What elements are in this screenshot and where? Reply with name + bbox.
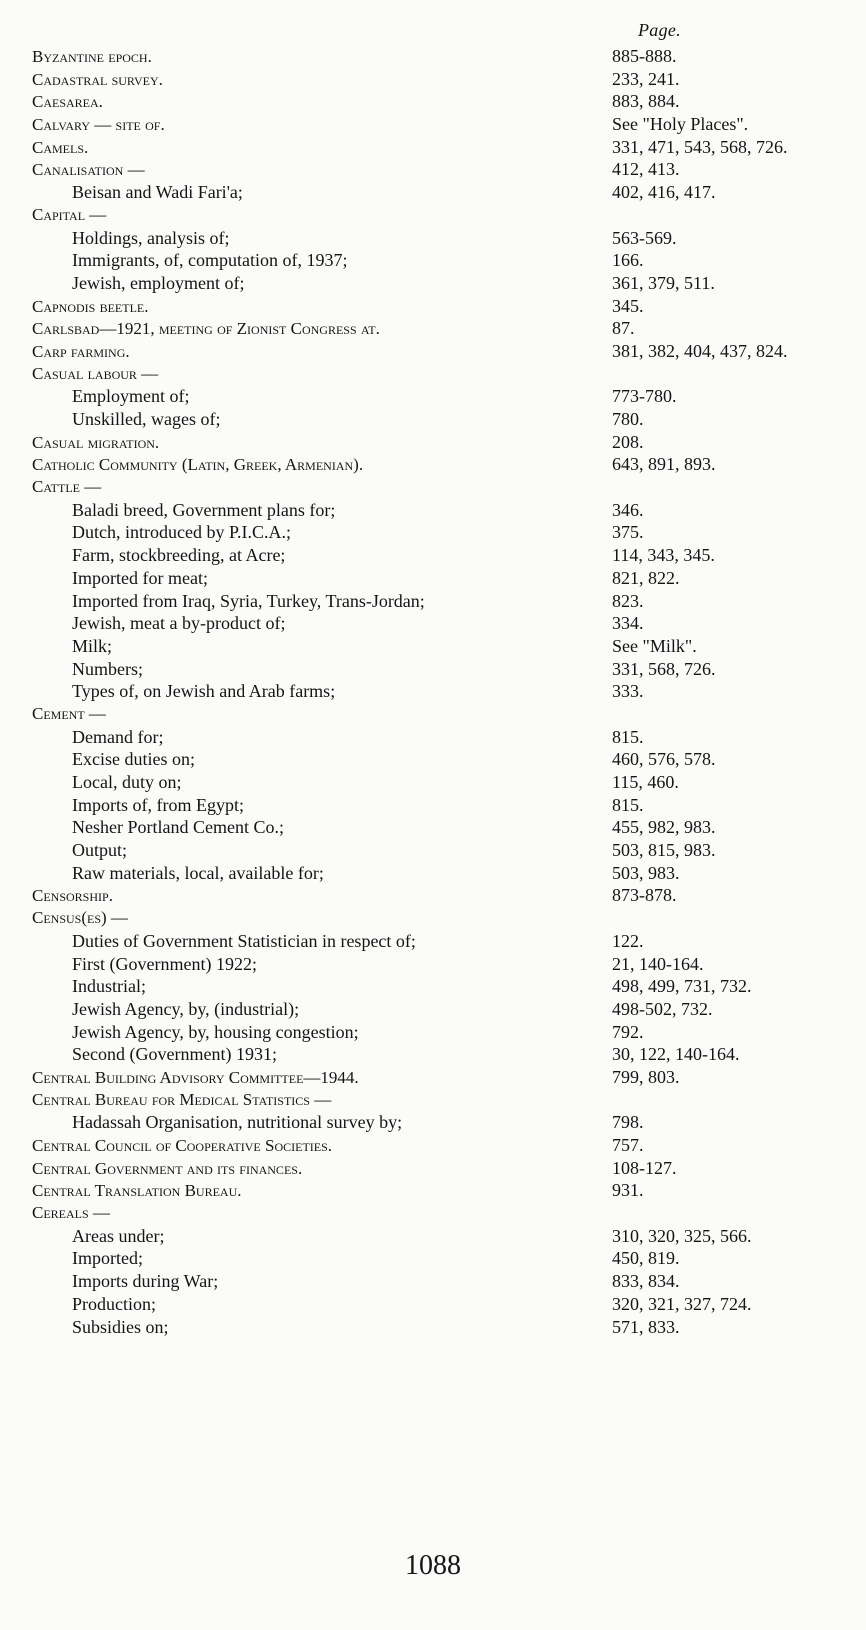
index-entry <box>32 907 866 930</box>
index-pages: 798. <box>612 1112 644 1133</box>
index-subentry <box>32 181 866 204</box>
index-term: Holdings, analysis of; <box>72 227 230 248</box>
index-pages: 122. <box>612 930 644 951</box>
index-term: Demand for; <box>72 726 164 747</box>
index-term: Unskilled, wages of; <box>72 409 221 429</box>
index-pages: 333. <box>612 681 644 702</box>
index-term: Central Bureau for Medical Statistics — <box>32 1089 332 1109</box>
index-entry <box>32 1089 866 1112</box>
index-term: Canalisation — <box>32 160 145 180</box>
index-pages: 885-888. <box>612 46 677 66</box>
index-pages: 450, 819. <box>612 1248 680 1269</box>
index-term: Cattle — <box>32 477 102 497</box>
index-entry <box>32 476 866 499</box>
index-pages: 873-878. <box>612 885 677 906</box>
index-term: Cereals — <box>32 1203 110 1223</box>
index-entry <box>32 703 866 726</box>
index-pages: 114, 343, 345. <box>612 545 715 566</box>
index-pages: 331, 471, 543, 568, 726. <box>612 136 788 157</box>
index-pages: 87. <box>612 318 635 339</box>
index-subentry <box>32 658 866 681</box>
index-subentry <box>32 590 866 613</box>
index-term: Camels. <box>32 137 89 157</box>
index-pages: See "Milk". <box>612 635 697 656</box>
index-entry <box>32 295 866 318</box>
index-entry <box>32 68 866 91</box>
index-term: Jewish Agency, by, housing congestion; <box>72 1021 359 1042</box>
index-pages: 498-502, 732. <box>612 998 713 1019</box>
index-term: First (Government) 1922; <box>72 953 257 974</box>
index-subentry <box>32 227 866 250</box>
index-subentry <box>32 839 866 862</box>
index-subentry <box>32 612 866 635</box>
index-subentry <box>32 1043 866 1066</box>
index-subentry <box>32 1021 866 1044</box>
index-term: Capital — <box>32 204 107 224</box>
index-term: Imported from Iraq, Syria, Turkey, Trans-Jordan; <box>72 590 425 611</box>
index-entry <box>32 90 866 113</box>
index-term: Hadassah Organisation, nutritional survey by; <box>72 1112 403 1133</box>
index-subentry <box>32 1316 866 1339</box>
index-term: Areas under; <box>72 1225 165 1246</box>
index-pages: 345. <box>612 295 644 316</box>
index-term: Subsidies on; <box>72 1316 169 1337</box>
index-entry <box>32 1157 866 1180</box>
index-pages: 346. <box>612 499 644 520</box>
index-term: Byzantine epoch. <box>32 47 152 66</box>
index-term: Central Council of Cooperative Societies. <box>32 1136 333 1155</box>
index-term: Raw materials, local, available for; <box>72 862 324 883</box>
index-subentry <box>32 567 866 590</box>
index-term: Central Government and its finances. <box>32 1158 303 1178</box>
index-pages: 792. <box>612 1021 644 1042</box>
index-subentry <box>32 521 866 544</box>
index-entry <box>32 1134 866 1157</box>
index-subentry <box>32 1247 866 1270</box>
index-entry <box>32 884 866 907</box>
index-pages: 166. <box>612 250 644 271</box>
index-entry <box>32 431 866 454</box>
index-pages: 455, 982, 983. <box>612 817 716 838</box>
page-number: 1088 <box>405 1550 461 1581</box>
index-term: Imported; <box>72 1248 143 1269</box>
index-term: Jewish, employment of; <box>72 272 245 293</box>
index-subentry <box>32 1270 866 1293</box>
index-subentry <box>32 385 866 408</box>
index-term: Output; <box>72 840 128 861</box>
index-term: Duties of Government Statistician in respect of; <box>72 930 416 951</box>
index-term: Carlsbad—1921, meeting of Zionist Congress at. <box>32 319 380 339</box>
index-term: Cement — <box>32 703 106 723</box>
index-term: Cadastral survey. <box>32 69 163 89</box>
index-term: Employment of; <box>72 386 190 407</box>
index-subentry <box>32 272 866 295</box>
index-pages: 412, 413. <box>612 159 680 180</box>
index-entry <box>32 317 866 340</box>
index-subentry <box>32 408 866 431</box>
index-entry <box>32 1066 866 1089</box>
index-subentry <box>32 975 866 998</box>
index-entry <box>32 1179 866 1202</box>
index-term: Industrial; <box>72 976 146 997</box>
index-term: Beisan and Wadi Fari'a; <box>72 182 243 203</box>
index-pages: 883, 884. <box>612 91 680 112</box>
index-term: Second (Government) 1931; <box>72 1044 277 1065</box>
index-term: Milk; <box>72 635 113 656</box>
index-term: Local, duty on; <box>72 772 182 792</box>
index-term: Excise duties on; <box>72 749 195 770</box>
index-entry <box>32 158 866 181</box>
index-entry <box>32 1202 866 1225</box>
index-pages: 503, 815, 983. <box>612 840 716 861</box>
index-subentry <box>32 726 866 749</box>
index-subentry <box>32 771 866 794</box>
index-pages: 833, 834. <box>612 1271 680 1292</box>
index-subentry <box>32 930 866 953</box>
index-pages: 757. <box>612 1135 644 1155</box>
index-term: Caesarea. <box>32 92 103 112</box>
index-list <box>32 45 866 1338</box>
index-pages: 799, 803. <box>612 1066 680 1087</box>
index-term: Casual labour — <box>32 363 159 383</box>
index-term: Imports during War; <box>72 1271 219 1292</box>
index-pages: 823. <box>612 590 644 611</box>
index-term: Central Translation Bureau. <box>32 1181 242 1201</box>
index-subentry <box>32 748 866 771</box>
index-term: Jewish Agency, by, (industrial); <box>72 998 300 1019</box>
index-pages: 402, 416, 417. <box>612 182 716 203</box>
index-entry <box>32 136 866 159</box>
index-pages: 334. <box>612 613 644 634</box>
index-term: Central Building Advisory Committee—1944. <box>32 1067 359 1087</box>
index-pages: 331, 568, 726. <box>612 658 716 679</box>
index-pages: 233, 241. <box>612 68 680 89</box>
index-term: Production; <box>72 1293 156 1314</box>
index-term: Nesher Portland Cement Co.; <box>72 817 284 838</box>
index-pages: 30, 122, 140-164. <box>612 1044 740 1065</box>
index-subentry <box>32 1111 866 1134</box>
index-pages: 115, 460. <box>612 772 679 792</box>
index-pages: 780. <box>612 409 644 429</box>
index-subentry <box>32 499 866 522</box>
index-subentry <box>32 1293 866 1316</box>
index-pages: 108-127. <box>612 1157 677 1178</box>
index-subentry <box>32 544 866 567</box>
index-entry <box>32 113 866 136</box>
index-pages: See "Holy Places". <box>612 114 749 135</box>
index-pages: 21, 140-164. <box>612 953 704 974</box>
index-term: Immigrants, of, computation of, 1937; <box>72 250 348 271</box>
index-subentry <box>32 249 866 272</box>
index-term: Capnodis beetle. <box>32 296 149 316</box>
index-entry <box>32 45 866 68</box>
index-pages: 931. <box>612 1180 644 1201</box>
index-pages: 375. <box>612 522 644 543</box>
index-term: Imports of, from Egypt; <box>72 794 244 815</box>
index-pages: 643, 891, 893. <box>612 454 716 475</box>
index-term: Census(es) — <box>32 908 128 928</box>
index-term: Baladi breed, Government plans for; <box>72 499 336 520</box>
index-pages: 381, 382, 404, 437, 824. <box>612 340 788 361</box>
index-subentry <box>32 953 866 976</box>
index-term: Dutch, introduced by P.I.C.A.; <box>72 522 291 543</box>
index-term: Jewish, meat a by-product of; <box>72 613 286 634</box>
index-term: Numbers; <box>72 658 143 679</box>
index-term: Censorship. <box>32 886 113 906</box>
index-pages: 208. <box>612 431 644 452</box>
index-pages: 563-569. <box>612 227 677 248</box>
index-pages: 320, 321, 327, 724. <box>612 1293 752 1314</box>
index-pages: 310, 320, 325, 566. <box>612 1225 752 1246</box>
index-subentry <box>32 794 866 817</box>
index-term: Casual migration. <box>32 432 160 452</box>
index-subentry <box>32 998 866 1021</box>
index-subentry <box>32 816 866 839</box>
index-subentry <box>32 635 866 658</box>
index-pages: 773-780. <box>612 386 677 407</box>
index-pages: 503, 983. <box>612 862 680 883</box>
index-pages: 498, 499, 731, 732. <box>612 976 752 997</box>
index-pages: 821, 822. <box>612 567 680 588</box>
index-term: Calvary — site of. <box>32 115 165 135</box>
index-term: Catholic Community (Latin, Greek, Armenian). <box>32 455 364 475</box>
index-pages: 361, 379, 511. <box>612 272 715 293</box>
index-entry <box>32 363 866 386</box>
index-pages: 571, 833. <box>612 1316 680 1337</box>
index-subentry <box>32 1225 866 1248</box>
page-column-header: Page. <box>638 20 681 40</box>
index-term: Farm, stockbreeding, at Acre; <box>72 545 286 566</box>
index-subentry <box>32 680 866 703</box>
index-pages: 815. <box>612 726 644 747</box>
index-entry <box>32 204 866 227</box>
index-entry <box>32 453 866 476</box>
index-pages: 460, 576, 578. <box>612 749 716 770</box>
index-term: Carp farming. <box>32 341 130 361</box>
index-pages: 815. <box>612 794 644 815</box>
index-entry <box>32 340 866 363</box>
index-subentry <box>32 862 866 885</box>
index-term: Imported for meat; <box>72 567 208 588</box>
index-term: Types of, on Jewish and Arab farms; <box>72 681 336 702</box>
